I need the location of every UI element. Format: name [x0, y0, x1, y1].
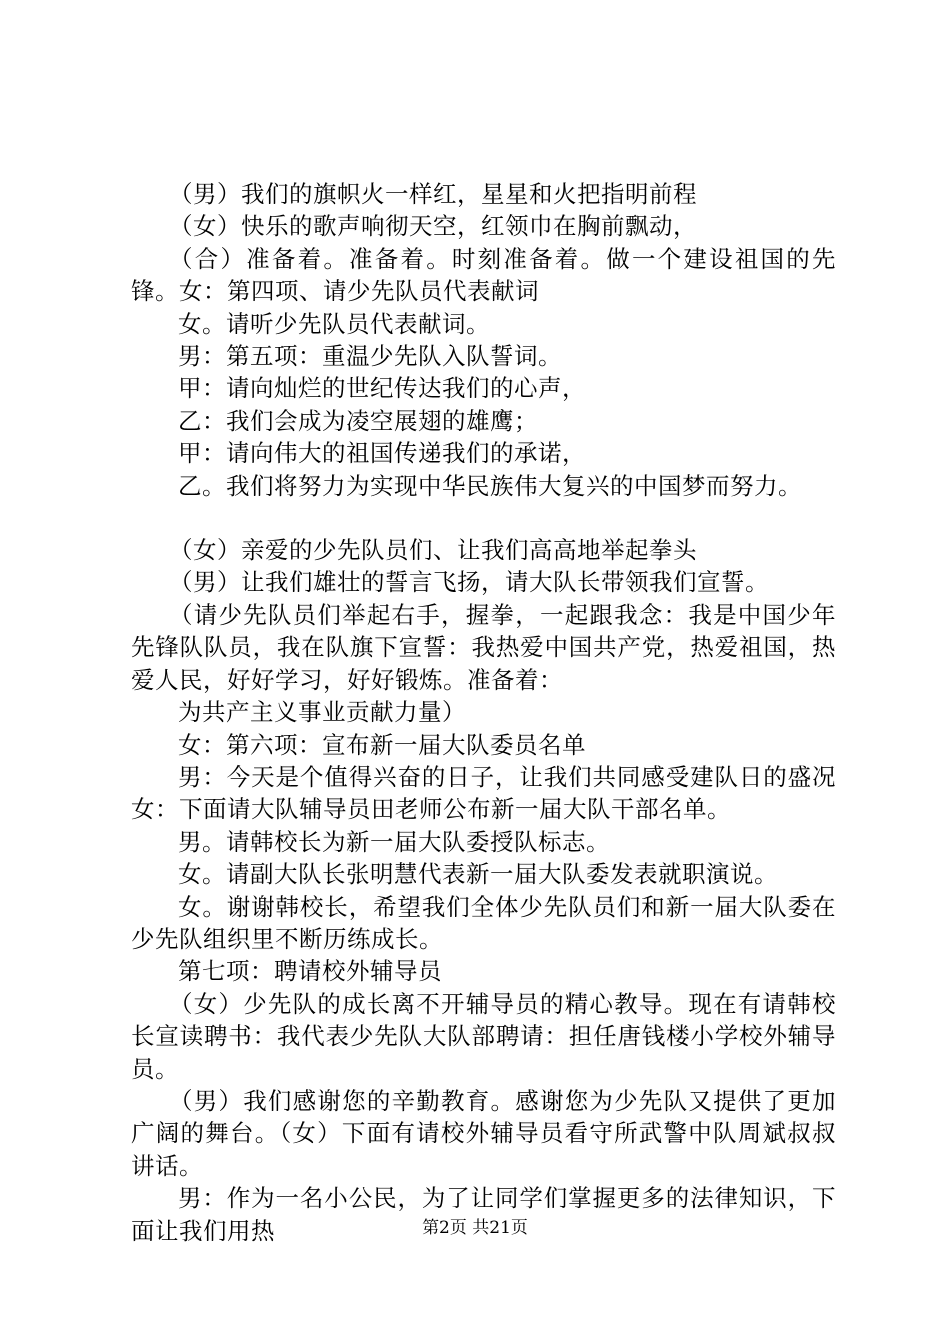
paragraph: 甲：请向伟大的祖国传递我们的承诺，	[178, 439, 586, 468]
paragraph: （女）快乐的歌声响彻天空，红领巾在胸前飘动，	[169, 212, 697, 241]
document-body	[131, 178, 836, 1247]
paragraph: 男：第五项：重温少先队入队誓词。	[178, 342, 562, 371]
paragraph-gap	[131, 502, 836, 534]
paragraph: （女）少先队的成长离不开辅导员的精心教导。现在有请韩校长宣读聘书：我代表少先队大队部聘请：担任唐钱楼小学校外辅导员。	[131, 989, 836, 1083]
paragraph: （男）我们的旗帜火一样红，星星和火把指明前程	[169, 180, 697, 208]
paragraph: 女。请副大队长张明慧代表新一届大队委发表就职演说。	[178, 860, 778, 889]
paragraph: （合）准备着。准备着。时刻准备着。做一个建设祖国的先锋。女：第四项、请少先队员代表献词	[131, 244, 836, 306]
paragraph: 女：第六项：宣布新一届大队委员名单	[178, 730, 586, 759]
page-number: 第2页 共21页	[422, 1218, 528, 1238]
paragraph: 乙。我们将努力为实现中华民族伟大复兴的中国梦而努力。	[178, 471, 802, 500]
paragraph: 女。谢谢韩校长，希望我们全体少先队员们和新一届大队委在少先队组织里不断历练成长。	[131, 892, 836, 953]
paragraph: （请少先队员们举起右手，握拳，一起跟我念：我是中国少年先锋队队员，我在队旗下宣誓：我热爱中国共产党，热爱祖国，热爱人民，好好学习，好好锻炼。准备着：	[131, 600, 836, 694]
paragraph: 男：作为一名小公民，为了让同学们掌握更多的法律知识，下面让我们用热	[131, 1184, 836, 1245]
paragraph: 乙：我们会成为凌空展翅的雄鹰；	[178, 406, 538, 435]
paragraph: 甲：请向灿烂的世纪传达我们的心声，	[178, 374, 586, 403]
paragraph: 为共产主义事业贡献力量）	[178, 698, 466, 727]
paragraph: （男）让我们雄壮的誓言飞扬，请大队长带领我们宣誓。	[169, 568, 769, 597]
paragraph: 第七项：聘请校外辅导员	[178, 957, 442, 986]
paragraph: 男。请韩校长为新一届大队委授队标志。	[178, 827, 610, 856]
paragraph: 女。请听少先队员代表献词。	[178, 309, 490, 338]
paragraph: （女）亲爱的少先队员们、让我们高高地举起拳头	[169, 536, 697, 565]
paragraph: （男）我们感谢您的辛勤教育。感谢您为少先队又提供了更加广阔的舞台。（女）下面有请校外辅导员看守所武警中队周斌叔叔讲话。	[131, 1086, 836, 1180]
paragraph: 男：今天是个值得兴奋的日子，让我们共同感受建队日的盛况女：下面请大队辅导员田老师公布新一届大队干部名单。	[131, 762, 836, 824]
